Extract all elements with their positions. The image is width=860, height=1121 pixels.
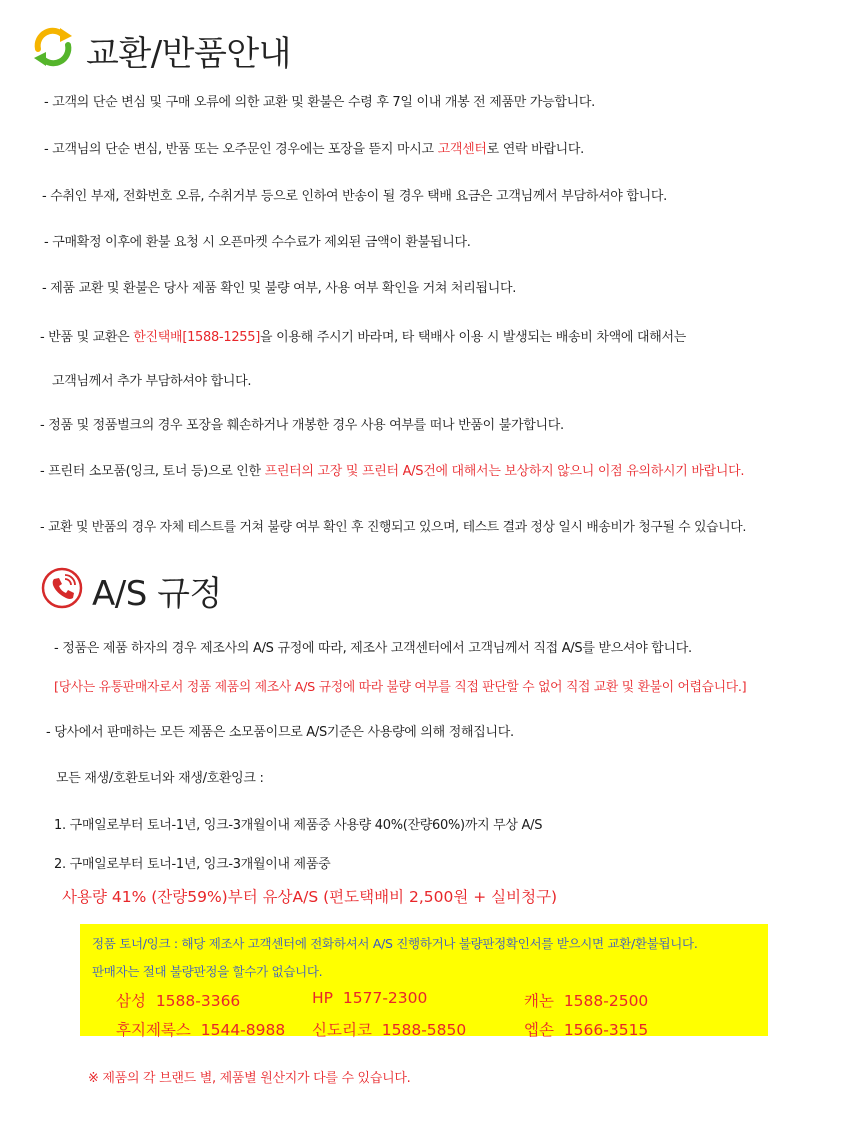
line-6-text: - 반품 및 교환은 [40, 330, 130, 345]
brand-phone: 1588-2500 [563, 992, 649, 1010]
brand-phone: 1544-8988 [200, 1021, 286, 1039]
as-line-5: 1. 구매일로부터 토너-1년, 잉크-3개월이내 제품중 사용량 40%(잔량60%)까지 무상 A/S [54, 818, 543, 833]
brand-samsung [116, 989, 240, 1011]
exchange-line-5: - 제품 교환 및 환불은 당사 제품 확인 및 불량 여부, 사용 여부 확인을 거쳐 처리됩니다. [42, 281, 517, 296]
as-line-6: 2. 구매일로부터 토너-1년, 잉크-3개월이내 제품중 [54, 857, 331, 872]
brand-sindoh [312, 1018, 466, 1040]
printer-warning: 프린터의 고장 및 프린터 A/S건에 대해서는 보상하지 않으니 이점 유의하시기 바랍니다. [264, 464, 745, 479]
notice-line-1: 정품 토너/잉크 : 해당 제조사 고객센터에 전화하셔서 A/S 진행하거나 불량판정확인서를 받으시면 교환/환불됩니다. [92, 936, 698, 951]
exchange-line-1: - 고객의 단순 변심 및 구매 오류에 의한 교환 및 환불은 수령 후 7일 이내 개봉 전 제품만 가능합니다. [44, 95, 595, 110]
as-line-3: - 당사에서 판매하는 모든 제품은 소모품이므로 A/S기준은 사용량에 의해 정해집니다. [46, 725, 514, 740]
line-2-text: - 고객님의 단순 변심, 반품 또는 오주문인 경우에는 포장을 뜯지 마시고 [44, 142, 434, 157]
as-line-2: [당사는 유통판매자로서 정품 제품의 제조사 A/S 규정에 따라 불량 여부를 직접 판단할 수 없어 직접 교환 및 환불이 어렵습니다.] [54, 680, 747, 695]
exchange-line-4: - 구매확정 이후에 환불 요청 시 오픈마켓 수수료가 제외된 금액이 환불됩니다. [44, 235, 471, 250]
brand-epson [524, 1018, 648, 1040]
as-line-4: 모든 재생/호환토너와 재생/호환잉크 : [56, 771, 264, 786]
brand-hp [312, 989, 427, 1007]
brand-fujixerox [116, 1018, 285, 1040]
exchange-line-7: - 정품 및 정품벌크의 경우 포장을 훼손하거나 개봉한 경우 사용 여부를 떠나 반품이 불가합니다. [40, 418, 564, 433]
exchange-line-2 [44, 138, 584, 157]
exchange-line-6b: 고객님께서 추가 부담하셔야 합니다. [52, 374, 252, 389]
line-8-text: - 프린터 소모품(잉크, 토너 등)으로 인한 [40, 464, 261, 479]
brand-name: 후지제록스 [116, 1021, 191, 1039]
brand-name: 삼성 [116, 992, 146, 1010]
as-line-1: - 정품은 제품 하자의 경우 제조사의 A/S 규정에 따라, 제조사 고객센터에서 고객님께서 직접 A/S를 받으셔야 합니다. [54, 641, 692, 656]
refresh-arrows-icon [28, 22, 78, 72]
customer-center-link: 고객센터 [437, 142, 487, 157]
exchange-line-9: - 교환 및 반품의 경우 자체 테스트를 거쳐 불량 여부 확인 후 진행되고 있으며, 테스트 결과 정상 일시 배송비가 청구될 수 있습니다. [40, 520, 747, 535]
brand-name: 엡손 [524, 1021, 554, 1039]
brand-canon [524, 989, 648, 1011]
exchange-line-6 [40, 326, 686, 345]
footnote: ※ 제품의 각 브랜드 별, 제품별 원산지가 다를 수 있습니다. [88, 1071, 411, 1086]
line-6-tail: 을 이용해 주시기 바라며, 타 택배사 이용 시 발생되는 배송비 차액에 대해서는 [260, 330, 687, 345]
exchange-title: 교환/반품안내 [86, 34, 292, 74]
courier-info: 한진택배[1588-1255] [133, 330, 261, 345]
line-2-tail: 로 연락 바랍니다. [486, 142, 584, 157]
notice-line-2: 판매자는 절대 불량판정을 할수가 없습니다. [92, 964, 323, 979]
brand-phone: 1577-2300 [342, 989, 428, 1007]
as-line-7: 사용량 41% (잔량59%)부터 유상A/S (편도택배비 2,500원 + 실비청구) [62, 888, 558, 906]
brand-phone: 1588-3366 [155, 992, 241, 1010]
notice-box [80, 924, 768, 1039]
exchange-line-3: - 수취인 부재, 전화번호 오류, 수취거부 등으로 인하여 반송이 될 경우 택배 요금은 고객님께서 부담하셔야 합니다. [42, 189, 667, 204]
brand-name: 캐논 [524, 992, 554, 1010]
as-title: A/S 규정 [92, 574, 222, 614]
phone-icon [40, 566, 84, 610]
brand-name: 신도리코 [312, 1021, 372, 1039]
brand-phone: 1588-5850 [381, 1021, 467, 1039]
brand-phone: 1566-3515 [563, 1021, 649, 1039]
brand-name: HP [312, 989, 334, 1007]
exchange-line-8 [40, 460, 744, 479]
